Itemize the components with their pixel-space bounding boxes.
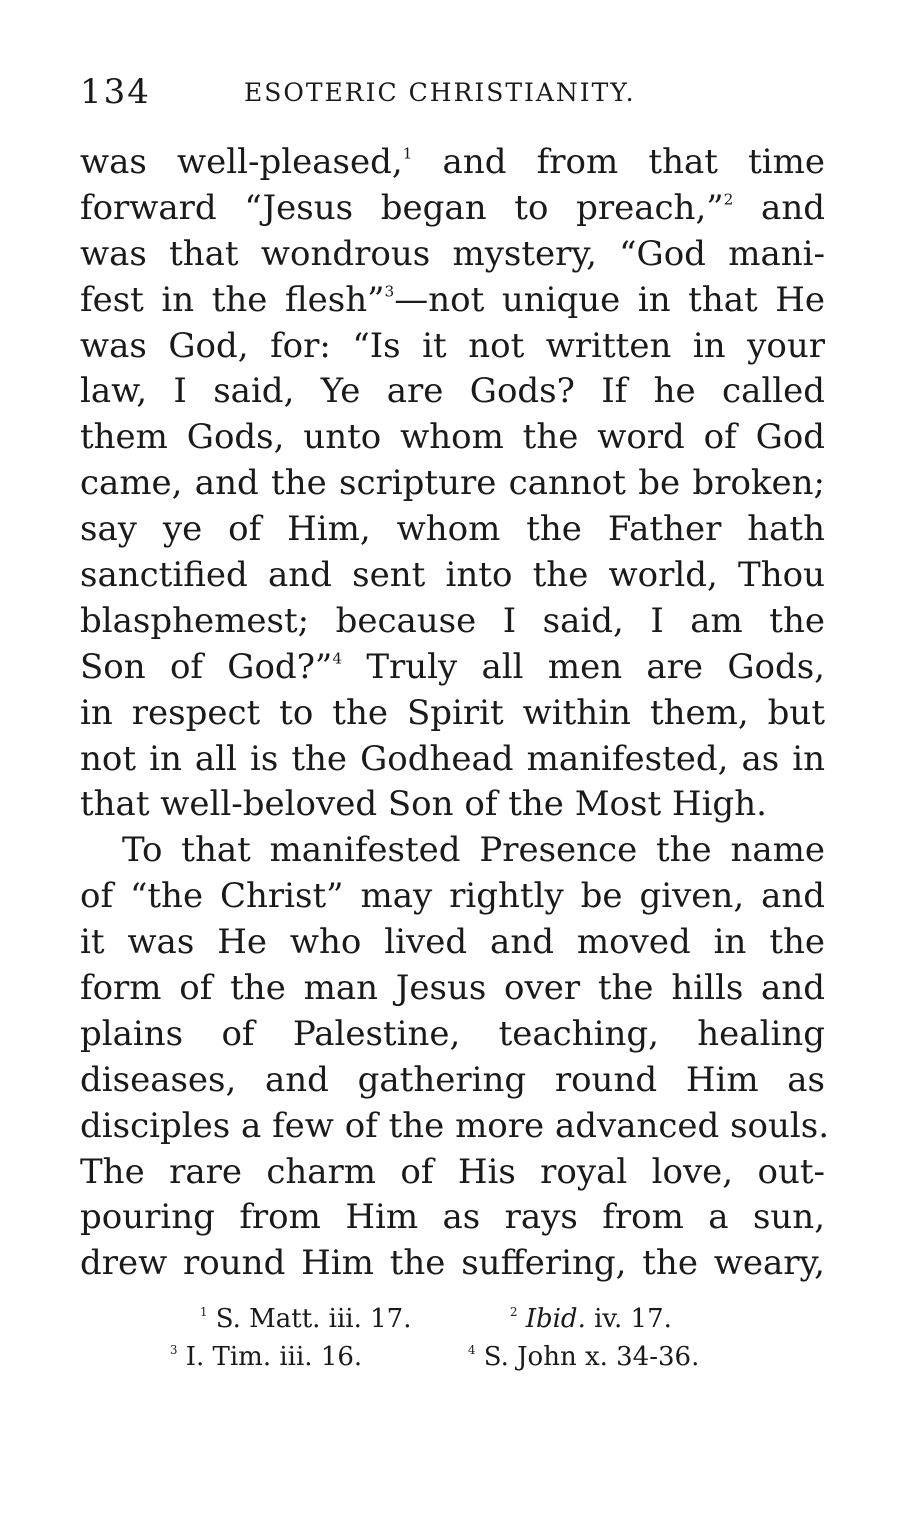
- text-run: that well-beloved Son of the Most High.: [80, 784, 767, 825]
- running-title: ESOTERIC CHRISTIANITY.: [244, 78, 636, 107]
- text-run: not in all is the Godhead manifested, as in: [80, 738, 825, 779]
- page-number: 134: [80, 72, 151, 112]
- text-line: [80, 1150, 825, 1196]
- text-run: disciples a few of the more advanced souls.: [80, 1105, 830, 1146]
- text-line: [80, 415, 825, 461]
- text-run: fest in the flesh”: [80, 279, 385, 320]
- footnote-row: [170, 1338, 790, 1376]
- body-text: [80, 140, 830, 1287]
- text-line: [80, 186, 825, 232]
- text-run: it was He who lived and moved in the: [80, 922, 825, 963]
- footnote-marker: 4: [332, 649, 343, 668]
- text-line: [80, 140, 825, 186]
- text-line: [80, 828, 825, 874]
- footnote-row: [170, 1300, 790, 1338]
- text-run: sanctified and sent into the world, Thou: [80, 555, 825, 596]
- text-line: [80, 874, 825, 920]
- footnotes: [170, 1300, 790, 1376]
- running-head: [80, 72, 840, 122]
- text-run: Son of God?”: [80, 646, 333, 687]
- text-line: [80, 369, 825, 415]
- text-line: [80, 1058, 825, 1104]
- text-line: [80, 507, 825, 553]
- text-run: To that manifested Presence the name: [122, 830, 825, 871]
- text-line: [80, 461, 825, 507]
- text-run: The rare charm of His royal love, out-: [80, 1151, 825, 1192]
- text-line: [80, 1195, 825, 1241]
- text-line: [80, 645, 825, 691]
- text-line: [80, 1241, 825, 1287]
- footnote-marker: 1: [402, 144, 413, 163]
- footnote-3: $^3$ I. Tim. iii. 16.: [170, 1342, 363, 1372]
- text-run: diseases, and gathering round Him as: [80, 1059, 825, 1100]
- text-line: [80, 553, 825, 599]
- footnote-1: $^1$ S. Matt. iii. 17.: [200, 1304, 412, 1334]
- text-line: [80, 1104, 830, 1150]
- footnote-4: $^4$ S. John x. 34-36.: [468, 1342, 700, 1372]
- text-line: [80, 691, 825, 737]
- text-run: and: [733, 187, 825, 228]
- text-run: plains of Palestine, teaching, healing: [80, 1013, 825, 1054]
- text-line: [80, 324, 825, 370]
- text-run: drew round Him the suffering, the weary,: [80, 1243, 825, 1284]
- text-run: came, and the scripture cannot be broken;: [80, 463, 825, 504]
- text-line: [80, 1012, 825, 1058]
- text-line: [80, 278, 825, 324]
- text-run: law, I said, Ye are Gods? If he called: [80, 371, 825, 412]
- text-run: pouring from Him as rays from a sun,: [80, 1197, 825, 1238]
- text-line: [80, 737, 825, 783]
- text-run: of “the Christ” may rightly be given, and: [80, 876, 825, 917]
- text-line: [80, 966, 825, 1012]
- text-run: blasphemest; because I said, I am the: [80, 600, 825, 641]
- text-line: [80, 232, 825, 278]
- text-run: and from that time: [412, 142, 825, 182]
- text-line: [80, 920, 825, 966]
- text-run: them Gods, unto whom the word of God: [80, 417, 825, 458]
- text-run: form of the man Jesus over the hills and: [80, 968, 825, 1009]
- footnote-marker: 2: [723, 190, 734, 209]
- text-line: [80, 599, 825, 645]
- text-run: say ye of Him, whom the Father hath: [80, 509, 825, 550]
- footnote-marker: 3: [384, 282, 395, 301]
- text-run: was God, for: “Is it not written in your: [80, 325, 825, 366]
- text-run: in respect to the Spirit within them, but: [80, 692, 825, 733]
- text-run: was that wondrous mystery, “God mani-: [80, 233, 825, 274]
- text-run: Truly all men are Gods,: [342, 646, 825, 687]
- text-run: forward “Jesus began to preach,”: [80, 187, 724, 228]
- text-run: —not unique in that He: [394, 279, 826, 320]
- text-line: [80, 782, 825, 828]
- text-run: was well-pleased,: [80, 142, 403, 182]
- footnote-2: $^2$ Ibid. iv. 17.: [510, 1304, 672, 1334]
